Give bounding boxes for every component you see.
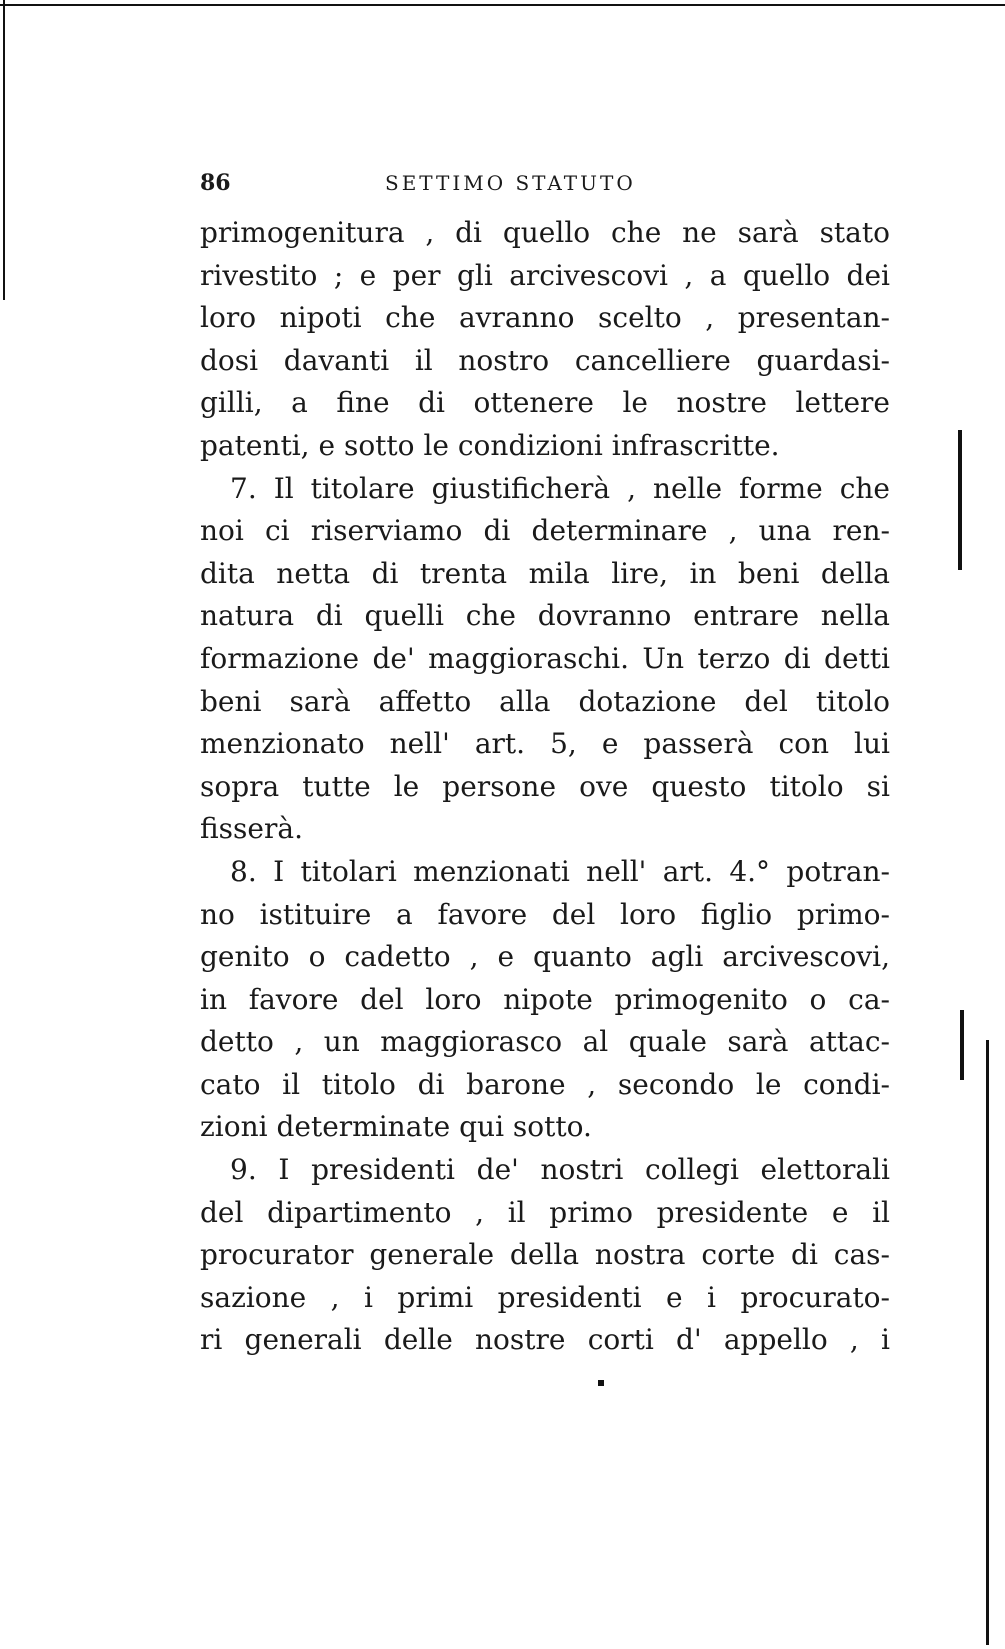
- running-title: SETTIMO STATUTO: [385, 171, 636, 195]
- scan-border-right: [986, 1040, 989, 1645]
- text-line: zioni determinate qui sotto.: [200, 1110, 592, 1144]
- scan-mark: [598, 1380, 604, 1386]
- text-line: no istituire a favore del loro figlio primo-: [200, 897, 890, 931]
- text-line: sopra tutte le persone ove questo titolo si: [200, 769, 890, 803]
- page-number: 86: [200, 170, 231, 196]
- text-line: fisserà.: [200, 812, 303, 846]
- scan-border-left: [3, 0, 5, 300]
- text-line: formazione de' maggioraschi. Un terzo di detti: [200, 641, 890, 675]
- text-line: patenti, e sotto le condizioni infrascritte.: [200, 428, 780, 462]
- text-line: sazione , i primi presidenti e i procurato-: [200, 1280, 890, 1314]
- text-line: genito o cadetto , e quanto agli arcivescovi,: [200, 940, 890, 974]
- text-line: procurator generale della nostra corte di cas-: [200, 1238, 890, 1272]
- text-line: ri generali delle nostre corti d' appello , i: [200, 1323, 890, 1357]
- text-line: rivestito ; e per gli arcivescovi , a quello dei: [200, 258, 890, 292]
- text-line: gilli, a fine di ottenere le nostre lettere: [200, 386, 890, 420]
- text-line: beni sarà affetto alla dotazione del titolo: [200, 684, 890, 718]
- text-line: menzionato nell' art. 5, e passerà con lui: [200, 727, 890, 761]
- text-line: del dipartimento , il primo presidente e il: [200, 1195, 890, 1229]
- text-line: dosi davanti il nostro cancelliere guardasi-: [200, 343, 890, 377]
- body-text: [200, 212, 890, 1362]
- text-line: 9. I presidenti de' nostri collegi elettorali: [230, 1153, 890, 1187]
- text-line: loro nipoti che avranno scelto , presentan-: [200, 301, 890, 335]
- text-line: natura di quelli che dovranno entrare nella: [200, 599, 890, 633]
- text-line: detto , un maggiorasco al quale sarà attac-: [200, 1025, 890, 1059]
- running-head: [200, 170, 890, 210]
- scan-border-top: [0, 4, 1005, 6]
- text-line: noi ci riserviamo di determinare , una ren-: [200, 514, 890, 548]
- text-line: primogenitura , di quello che ne sarà stato: [200, 216, 890, 249]
- book-page: [200, 170, 890, 1362]
- scan-mark: [958, 430, 962, 570]
- scan-mark: [960, 1010, 964, 1080]
- text-line: cato il titolo di barone , secondo le condi-: [200, 1067, 890, 1101]
- text-line: in favore del loro nipote primogenito o ca-: [200, 982, 890, 1016]
- text-line: 8. I titolari menzionati nell' art. 4.° potran-: [230, 854, 890, 888]
- text-line: 7. Il titolare giustificherà , nelle forme che: [230, 471, 890, 505]
- text-line: dita netta di trenta mila lire, in beni della: [200, 556, 890, 590]
